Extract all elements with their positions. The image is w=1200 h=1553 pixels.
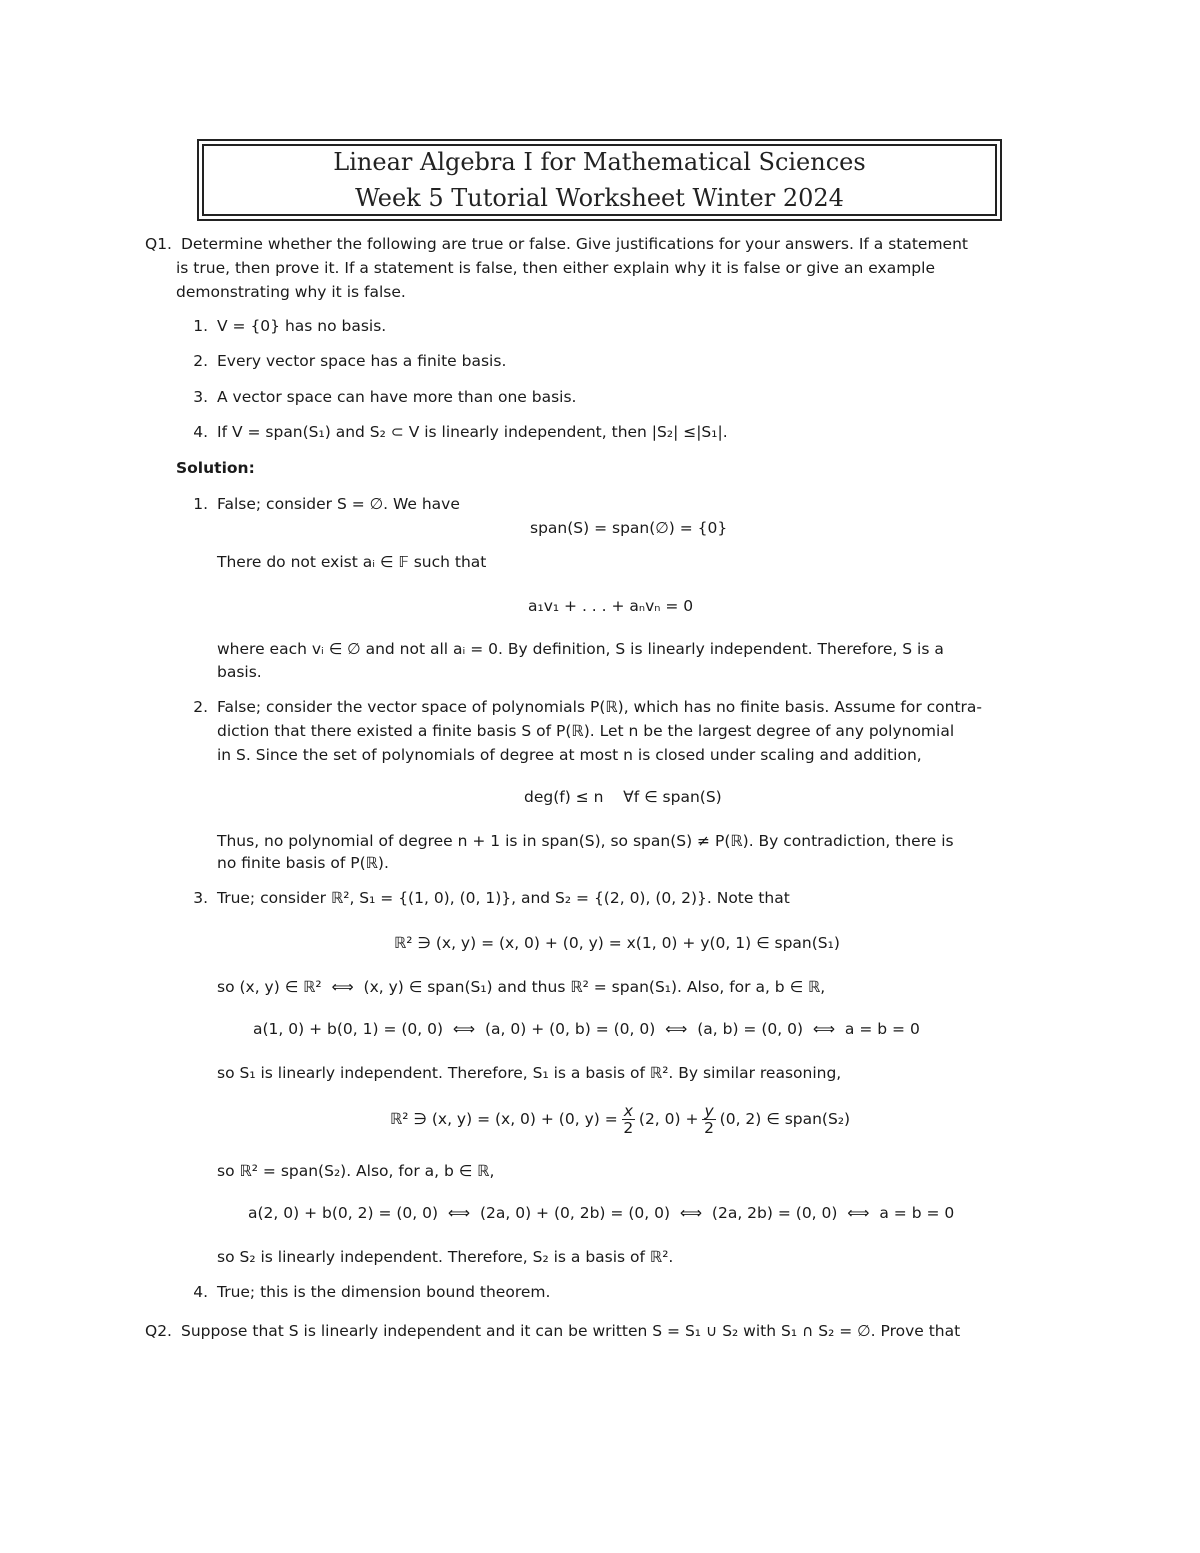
solution-2-line-2: diction that there existed a finite basis S of P(ℝ). Let n be the largest degree of any polynomial bbox=[217, 722, 955, 740]
q1-intro-line-2: is true, then prove it. If a statement is false, then either explain why it is false or give an example bbox=[176, 259, 935, 277]
solution-heading: Solution: bbox=[176, 459, 255, 477]
q1-intro-line-3: demonstrating why it is false. bbox=[176, 283, 406, 301]
solution-3-line-1: True; consider ℝ², S₁ = {(1, 0), (0, 1)}, and S₂ = {(2, 0), (0, 2)}. Note that bbox=[217, 889, 790, 907]
eq3-fraction-1-numerator: x bbox=[623, 1101, 633, 1120]
solution-1-line-2: There do not exist aᵢ ∈ 𝔽 such that bbox=[217, 553, 487, 571]
solution-2-number: 2. bbox=[193, 698, 208, 716]
title-line-1: Linear Algebra I for Mathematical Sciences bbox=[333, 148, 866, 176]
solution-4-line-1: True; this is the dimension bound theorem. bbox=[217, 1283, 551, 1301]
q1-item-1-text: V = {0} has no basis. bbox=[217, 317, 387, 335]
solution-3-number: 3. bbox=[193, 889, 208, 907]
solution-2-line-4: Thus, no polynomial of degree n + 1 is in span(S), so span(S) ≠ P(ℝ). By contradiction, there is bbox=[217, 832, 954, 850]
eq3-fraction-x-over-2 bbox=[622, 1103, 635, 1136]
solution-1-equation-2: a₁v₁ + . . . + aₙvₙ = 0 bbox=[528, 597, 694, 615]
solution-3-equation-2: a(1, 0) + b(0, 1) = (0, 0) ⟺ (a, 0) + (0, b) = (0, 0) ⟺ (a, b) = (0, 0) ⟺ a = b = 0 bbox=[253, 1020, 920, 1038]
solution-3-line-4: so ℝ² = span(S₂). Also, for a, b ∈ ℝ, bbox=[217, 1162, 495, 1180]
solution-3-line-3: so S₁ is linearly independent. Therefore, S₁ is a basis of ℝ². By similar reasoning, bbox=[217, 1064, 842, 1082]
solution-1-number: 1. bbox=[193, 495, 208, 513]
solution-2-line-1: False; consider the vector space of polynomials P(ℝ), which has no finite basis. Assume for contra- bbox=[217, 698, 983, 716]
solution-2-line-5: no finite basis of P(ℝ). bbox=[217, 854, 389, 872]
q1-item-3-number: 3. bbox=[193, 388, 208, 406]
eq3-fraction-2-numerator: y bbox=[704, 1101, 714, 1120]
solution-2-equation-1: deg(f) ≤ n ∀f ∈ span(S) bbox=[524, 788, 722, 806]
title-inner-frame bbox=[202, 144, 997, 216]
solution-3-equation-3 bbox=[390, 1100, 850, 1138]
solution-3-equation-4: a(2, 0) + b(0, 2) = (0, 0) ⟺ (2a, 0) + (0, 2b) = (0, 0) ⟺ (2a, 2b) = (0, 0) ⟺ a = b = 0 bbox=[248, 1204, 955, 1222]
eq3-left: ℝ² ∋ (x, y) = (x, 0) + (0, y) = bbox=[390, 1110, 618, 1128]
q1-item-4-text: If V = span(S₁) and S₂ ⊂ V is linearly independent, then |S₂| ≤|S₁|. bbox=[217, 423, 728, 441]
q1-label: Q1. bbox=[145, 235, 172, 253]
q1-item-2-number: 2. bbox=[193, 352, 208, 370]
title-box bbox=[197, 139, 1002, 221]
q1-item-4-number: 4. bbox=[193, 423, 208, 441]
q1-intro-line-1: Determine whether the following are true or false. Give justifications for your answers. If a statement bbox=[181, 235, 968, 253]
solution-1-line-4: basis. bbox=[217, 663, 262, 681]
solution-3-equation-1: ℝ² ∋ (x, y) = (x, 0) + (0, y) = x(1, 0) + y(0, 1) ∈ span(S₁) bbox=[394, 934, 840, 952]
solution-4-number: 4. bbox=[193, 1283, 208, 1301]
q1-item-2-text: Every vector space has a finite basis. bbox=[217, 352, 507, 370]
q1-item-1-number: 1. bbox=[193, 317, 208, 335]
eq3-fraction-y-over-2 bbox=[702, 1103, 715, 1136]
q2-text: Suppose that S is linearly independent and it can be written S = S₁ ∪ S₂ with S₁ ∩ S₂ = ∅. Prove that bbox=[181, 1322, 961, 1340]
eq3-fraction-1-denominator: 2 bbox=[623, 1118, 634, 1137]
title-line-2: Week 5 Tutorial Worksheet Winter 2024 bbox=[355, 184, 844, 212]
solution-1-line-1: False; consider S = ∅. We have bbox=[217, 495, 460, 513]
solution-1-line-3: where each vᵢ ∈ ∅ and not all aᵢ = 0. By definition, S is linearly independent. Therefore, S is a bbox=[217, 640, 944, 658]
q2-label: Q2. bbox=[145, 1322, 172, 1340]
solution-3-line-2: so (x, y) ∈ ℝ² ⟺ (x, y) ∈ span(S₁) and thus ℝ² = span(S₁). Also, for a, b ∈ ℝ, bbox=[217, 978, 826, 996]
solution-2-line-3: in S. Since the set of polynomials of degree at most n is closed under scaling and addition, bbox=[217, 746, 922, 764]
solution-1-equation-1: span(S) = span(∅) = {0} bbox=[530, 519, 728, 537]
eq3-middle: (2, 0) + bbox=[638, 1110, 699, 1128]
eq3-fraction-2-denominator: 2 bbox=[704, 1118, 715, 1137]
q1-item-3-text: A vector space can have more than one basis. bbox=[217, 388, 577, 406]
eq3-right: (0, 2) ∈ span(S₂) bbox=[719, 1110, 851, 1128]
solution-3-line-5: so S₂ is linearly independent. Therefore, S₂ is a basis of ℝ². bbox=[217, 1248, 674, 1266]
